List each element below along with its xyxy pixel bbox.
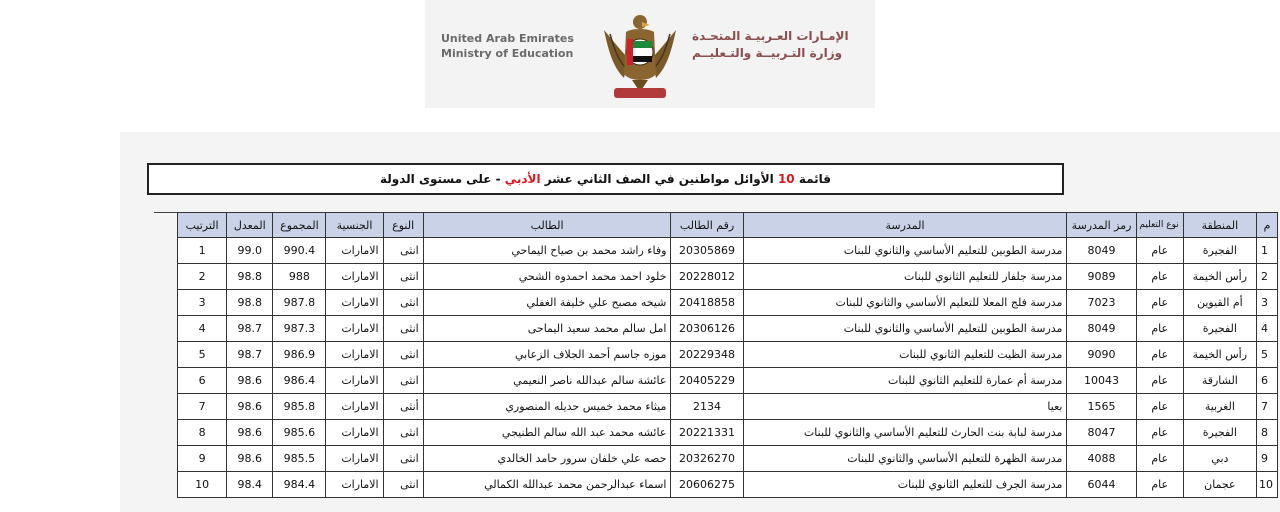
cell-num: 8 xyxy=(1256,420,1277,446)
cell-num: 10 xyxy=(1256,472,1277,498)
cell-student-no: 20306126 xyxy=(671,316,743,342)
ministry-country-en: United Arab Emirates xyxy=(441,32,574,45)
cell-gender: انثى xyxy=(383,238,423,264)
cell-average: 98.8 xyxy=(227,290,273,316)
header-school-code: رمز المدرسة xyxy=(1067,213,1136,238)
cell-student: ميثاء محمد خميس حديله المنصوري xyxy=(423,394,671,420)
cell-student-no: 20405229 xyxy=(671,368,743,394)
cell-total: 990.4 xyxy=(273,238,326,264)
cell-school-code: 8047 xyxy=(1067,420,1136,446)
cell-edu-type: عام xyxy=(1136,316,1183,342)
table-row xyxy=(178,446,1278,472)
table-row xyxy=(178,368,1278,394)
cell-rank: 2 xyxy=(178,264,227,290)
table-row xyxy=(178,342,1278,368)
cell-gender: انثى xyxy=(383,472,423,498)
cell-num: 1 xyxy=(1256,238,1277,264)
cell-gender: انثى xyxy=(383,342,423,368)
cell-student-no: 20326270 xyxy=(671,446,743,472)
header-region: المنطقة xyxy=(1183,213,1256,238)
cell-school: مدرسة الظهرة للتعليم الأساسي والثانوي للبنات xyxy=(743,446,1067,472)
cell-total: 985.8 xyxy=(273,394,326,420)
cell-rank: 5 xyxy=(178,342,227,368)
cell-average: 99.0 xyxy=(227,238,273,264)
cell-student: حصه علي خلفان سرور حامد الخالدي xyxy=(423,446,671,472)
uae-emblem-icon xyxy=(598,8,682,104)
cell-school: مدرسة فلج المعلا للتعليم الأساسي والثانوي للبنات xyxy=(743,290,1067,316)
cell-edu-type: عام xyxy=(1136,264,1183,290)
title-part3: - على مستوى الدولة xyxy=(379,172,505,186)
cell-school-code: 9089 xyxy=(1067,264,1136,290)
cell-gender: انثى xyxy=(383,290,423,316)
cell-nationality: الامارات xyxy=(326,264,383,290)
cell-school: مدرسة الطوبين للتعليم الأساسي والثانوي للبنات xyxy=(743,238,1067,264)
list-title xyxy=(147,163,1064,195)
cell-edu-type: عام xyxy=(1136,394,1183,420)
header-rank: الترتيب xyxy=(178,213,227,238)
table-left-rule xyxy=(154,212,178,213)
cell-nationality: الامارات xyxy=(326,316,383,342)
cell-region: الغربية xyxy=(1183,394,1256,420)
cell-average: 98.6 xyxy=(227,446,273,472)
cell-total: 987.3 xyxy=(273,316,326,342)
title-track: الأدبي xyxy=(504,172,541,186)
cell-average: 98.7 xyxy=(227,316,273,342)
ministry-country-ar: الإمـارات العـربيـة المتحـدة xyxy=(692,29,849,43)
cell-num: 5 xyxy=(1256,342,1277,368)
cell-school: مدرسة أم عمارة للتعليم الثانوي للبنات xyxy=(743,368,1067,394)
ministry-title-ar: وزارة التـربيــة والتـعليــم xyxy=(692,46,843,60)
cell-school: مدرسة جلفار للتعليم الثانوي للبنات xyxy=(743,264,1067,290)
cell-total: 984.4 xyxy=(273,472,326,498)
cell-nationality: الامارات xyxy=(326,420,383,446)
cell-student-no: 20221331 xyxy=(671,420,743,446)
cell-average: 98.6 xyxy=(227,368,273,394)
cell-total: 986.4 xyxy=(273,368,326,394)
cell-num: 2 xyxy=(1256,264,1277,290)
cell-edu-type: عام xyxy=(1136,472,1183,498)
header-gender: النوع xyxy=(383,213,423,238)
table-row xyxy=(178,316,1278,342)
table-row xyxy=(178,264,1278,290)
cell-student-no: 20606275 xyxy=(671,472,743,498)
ministry-title-en: Ministry of Education xyxy=(441,47,574,60)
cell-region: أم القيوين xyxy=(1183,290,1256,316)
cell-total: 985.5 xyxy=(273,446,326,472)
cell-edu-type: عام xyxy=(1136,446,1183,472)
cell-nationality: الامارات xyxy=(326,238,383,264)
header-edu-type: نوع التعليم xyxy=(1136,213,1183,238)
cell-nationality: الامارات xyxy=(326,472,383,498)
cell-rank: 3 xyxy=(178,290,227,316)
cell-average: 98.6 xyxy=(227,420,273,446)
cell-region: الشارقة xyxy=(1183,368,1256,394)
table-row xyxy=(178,394,1278,420)
table-header-row xyxy=(178,213,1278,238)
cell-nationality: الامارات xyxy=(326,368,383,394)
cell-region: الفجيرة xyxy=(1183,316,1256,342)
cell-num: 9 xyxy=(1256,446,1277,472)
header-student-no: رقم الطالب xyxy=(671,213,743,238)
cell-total: 988 xyxy=(273,264,326,290)
cell-region: رأس الخيمة xyxy=(1183,342,1256,368)
title-part1: قائمة xyxy=(794,172,832,186)
cell-student-no: 2134 xyxy=(671,394,743,420)
cell-school-code: 6044 xyxy=(1067,472,1136,498)
table-row xyxy=(178,420,1278,446)
cell-num: 3 xyxy=(1256,290,1277,316)
header-nationality: الجنسية xyxy=(326,213,383,238)
cell-nationality: الامارات xyxy=(326,446,383,472)
cell-rank: 4 xyxy=(178,316,227,342)
cell-student: عائشه محمد عبد الله سالم الطنيجي xyxy=(423,420,671,446)
cell-total: 986.9 xyxy=(273,342,326,368)
cell-average: 98.8 xyxy=(227,264,273,290)
cell-rank: 10 xyxy=(178,472,227,498)
cell-student: وفاء راشد محمد بن صياح اليماحي xyxy=(423,238,671,264)
cell-total: 987.8 xyxy=(273,290,326,316)
header-num: م xyxy=(1256,213,1277,238)
cell-gender: انثى xyxy=(383,316,423,342)
cell-student: عائشة سالم عبدالله ناصر النعيمي xyxy=(423,368,671,394)
list-title-text xyxy=(380,172,831,186)
cell-student: اسماء عبدالرحمن محمد عبدالله الكمالي xyxy=(423,472,671,498)
cell-total: 985.6 xyxy=(273,420,326,446)
title-part2: الأوائل مواطنين في الصف الثاني عشر xyxy=(540,172,778,186)
cell-edu-type: عام xyxy=(1136,420,1183,446)
cell-rank: 9 xyxy=(178,446,227,472)
cell-school-code: 4088 xyxy=(1067,446,1136,472)
cell-school-code: 1565 xyxy=(1067,394,1136,420)
cell-student: شيخه مصبح علي خليفة الغفلي xyxy=(423,290,671,316)
cell-gender: انثى xyxy=(383,446,423,472)
cell-school-code: 8049 xyxy=(1067,238,1136,264)
cell-school-code: 10043 xyxy=(1067,368,1136,394)
cell-region: دبي xyxy=(1183,446,1256,472)
cell-rank: 7 xyxy=(178,394,227,420)
cell-region: الفجيرة xyxy=(1183,238,1256,264)
title-count: 10 xyxy=(777,172,795,186)
cell-school: مدرسة الطوبين للتعليم الأساسي والثانوي للبنات xyxy=(743,316,1067,342)
cell-num: 4 xyxy=(1256,316,1277,342)
ministry-name-arabic xyxy=(692,28,849,62)
cell-num: 6 xyxy=(1256,368,1277,394)
cell-student-no: 20418858 xyxy=(671,290,743,316)
cell-school-code: 7023 xyxy=(1067,290,1136,316)
cell-school-code: 8049 xyxy=(1067,316,1136,342)
cell-student-no: 20305869 xyxy=(671,238,743,264)
cell-region: عجمان xyxy=(1183,472,1256,498)
header-average: المعدل xyxy=(227,213,273,238)
cell-student: موزه جاسم أحمد الجلاف الزعابي xyxy=(423,342,671,368)
cell-region: رأس الخيمة xyxy=(1183,264,1256,290)
cell-student-no: 20228012 xyxy=(671,264,743,290)
cell-average: 98.7 xyxy=(227,342,273,368)
cell-edu-type: عام xyxy=(1136,290,1183,316)
header-total: المجموع xyxy=(273,213,326,238)
cell-nationality: الامارات xyxy=(326,394,383,420)
table-row xyxy=(178,472,1278,498)
cell-edu-type: عام xyxy=(1136,238,1183,264)
cell-gender: انثى xyxy=(383,368,423,394)
cell-rank: 8 xyxy=(178,420,227,446)
ministry-name-english xyxy=(441,31,601,61)
cell-student: خلود احمد محمد احمدوه الشحي xyxy=(423,264,671,290)
cell-gender: انثى xyxy=(383,420,423,446)
header-school: المدرسة xyxy=(743,213,1067,238)
cell-edu-type: عام xyxy=(1136,342,1183,368)
cell-gender: انثى xyxy=(383,264,423,290)
cell-school-code: 9090 xyxy=(1067,342,1136,368)
cell-gender: أنثى xyxy=(383,394,423,420)
cell-student: امل سالم محمد سعيد اليماحى xyxy=(423,316,671,342)
cell-num: 7 xyxy=(1256,394,1277,420)
cell-rank: 6 xyxy=(178,368,227,394)
header-student: الطالب xyxy=(423,213,671,238)
cell-edu-type: عام xyxy=(1136,368,1183,394)
cell-school: بعيا xyxy=(743,394,1067,420)
cell-average: 98.4 xyxy=(227,472,273,498)
cell-region: الفجيرة xyxy=(1183,420,1256,446)
cell-average: 98.6 xyxy=(227,394,273,420)
cell-school: مدرسة الجرف للتعليم الثانوي للبنات xyxy=(743,472,1067,498)
cell-school: مدرسة لبابة بنت الحارث للتعليم الأساسي والثانوي للبنات xyxy=(743,420,1067,446)
table-row xyxy=(178,290,1278,316)
table-row xyxy=(178,238,1278,264)
cell-student-no: 20229348 xyxy=(671,342,743,368)
cell-school: مدرسة الظيت للتعليم الثانوي للبنات xyxy=(743,342,1067,368)
results-table xyxy=(177,212,1278,498)
cell-rank: 1 xyxy=(178,238,227,264)
cell-nationality: الامارات xyxy=(326,290,383,316)
cell-nationality: الامارات xyxy=(326,342,383,368)
